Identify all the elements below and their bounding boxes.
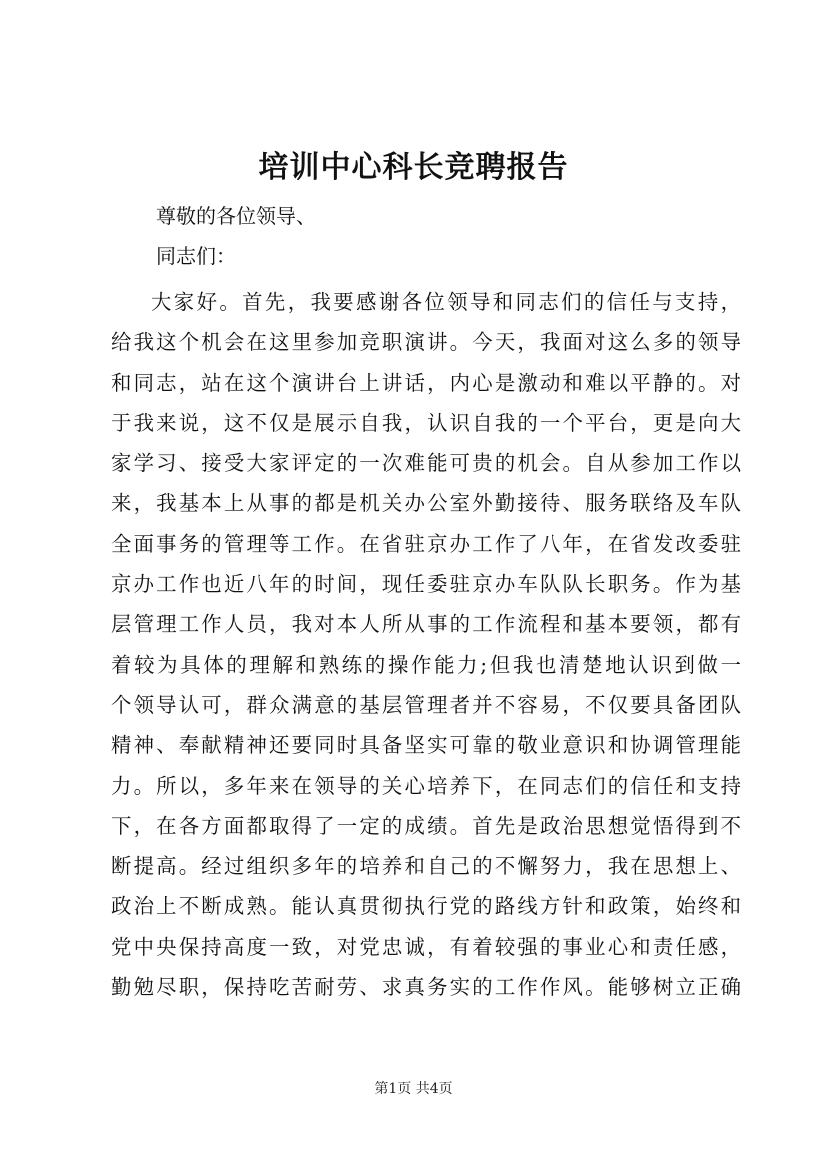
document-title: 培训中心科长竞聘报告 (258, 150, 569, 185)
body-line: 个领导认可，群众满意的基层管理者并不容易，不仅要具备团队 (111, 692, 741, 717)
body-line: 京办工作也近八年的时间，现任委驻京办车队队长职务。作为基 (111, 572, 741, 597)
body-line: 大家好。首先，我要感谢各位领导和同志们的信任与支持， (151, 290, 741, 314)
body-line: 于我来说，这不仅是展示自我，认识自我的一个平台，更是向大 (111, 410, 741, 435)
body-line: 断提高。经过组织多年的培养和自己的不懈努力，我在思想上、 (111, 854, 741, 879)
body-line: 勤勉尽职，保持吃苦耐劳、求真务实的工作作风。能够树立正确 (111, 975, 741, 1000)
body-line: 全面事务的管理等工作。在省驻京办工作了八年，在省发改委驻 (111, 531, 741, 556)
body-line: 着较为具体的理解和熟练的操作能力;但我也清楚地认识到做一 (111, 652, 741, 677)
body-line: 层管理工作人员，我对本人所从事的工作流程和基本要领，都有 (111, 612, 741, 637)
body-line: 给我这个机会在这里参加竞职演讲。今天，我面对这么多的领导 (111, 330, 741, 355)
body-line: 政治上不断成熟。能认真贯彻执行党的路线方针和政策，始终和 (111, 894, 741, 919)
body-line: 力。所以，多年来在领导的关心培养下，在同志们的信任和支持 (111, 773, 741, 798)
body-text (111, 282, 741, 1007)
body-line: 家学习、接受大家评定的一次难能可贵的机会。自从参加工作以 (111, 451, 741, 476)
body-line: 精神、奉献精神还要同时具备坚实可靠的敬业意识和协调管理能 (111, 733, 741, 758)
body-line: 来，我基本上从事的都是机关办公室外勤接待、服务联络及车队 (111, 491, 741, 516)
body-line: 党中央保持高度一致，对党忠诚，有着较强的事业心和责任感， (111, 934, 741, 959)
body-line: 和同志，站在这个演讲台上讲话，内心是激动和难以平静的。对 (111, 370, 741, 395)
page-number-footer: 第1页 共4页 (374, 1081, 453, 1097)
salutation-line-2: 同志们： (156, 244, 236, 268)
salutation-line-1: 尊敬的各位领导、 (156, 204, 316, 228)
body-line: 下，在各方面都取得了一定的成绩。首先是政治思想觉悟得到不 (111, 813, 741, 838)
